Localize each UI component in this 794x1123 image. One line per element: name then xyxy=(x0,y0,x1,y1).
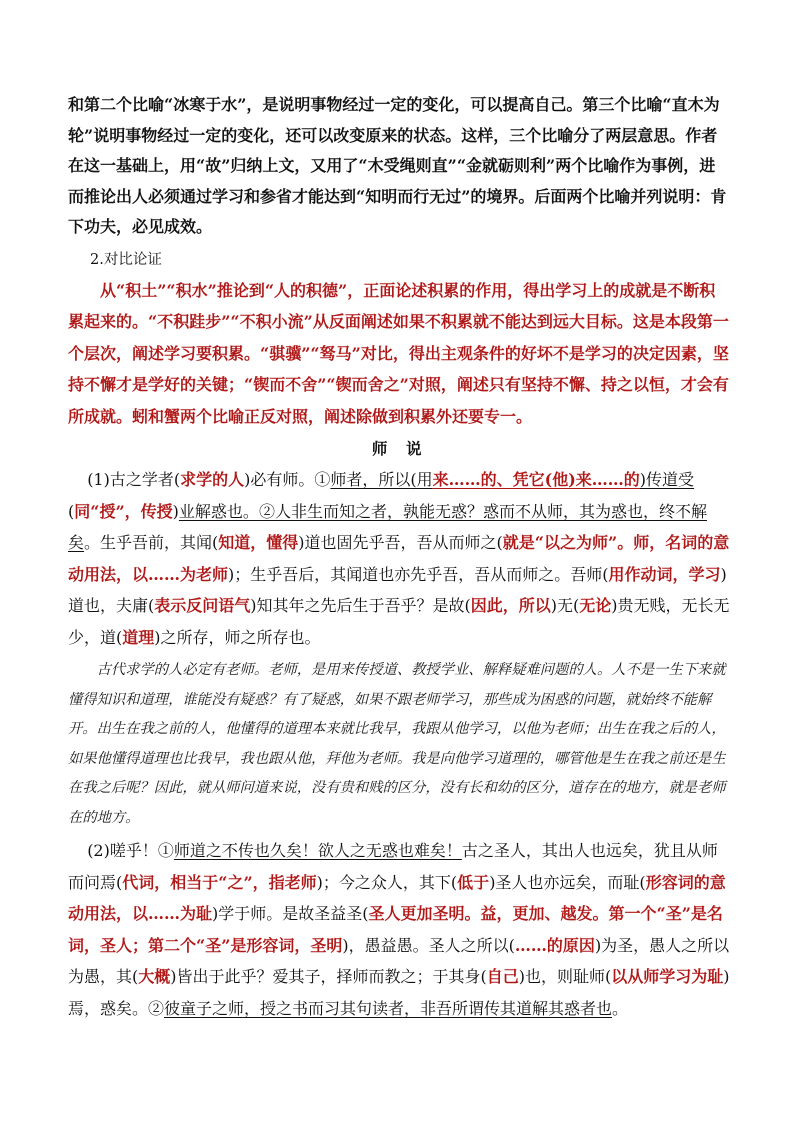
text-run: )必有师。① xyxy=(244,470,331,489)
text-run: )为圣，愚人之所以为愚，其( xyxy=(68,935,730,986)
text-run: )知其年之先后生于吾乎？是故( xyxy=(250,596,471,615)
underlined-sentence: 彼童子之师，授之书而习其句读者，非吾所谓传其道解其惑者也 xyxy=(164,998,613,1018)
annotation: 低于 xyxy=(457,872,490,892)
text-run: )道也，夫庸( xyxy=(68,564,727,615)
text-run: (2)嗟乎！① xyxy=(87,841,174,860)
annotation: 以从师学习为耻 xyxy=(611,967,724,986)
text-run: )；今之众人，其下( xyxy=(316,872,458,892)
annotation: 表示反问语气 xyxy=(154,596,251,615)
annotation: ……的原因 xyxy=(514,935,595,955)
annotation: 求学的人 xyxy=(180,470,245,489)
contrast-argument-paragraph: 从“积土”“积水”推论到“人的积德”，正面论述积累的作用，得出学习上的成就是不断积累起来的。“不积跬步”“不积小流”从反面阐述如果不积累就不能达到远大目标。这是本段第一个层次，阐述学习要积累。“骐骥”“驽马”对比，得出主观条件的好坏不是学习的决定因素，坚持不懈才是学好的关键；“锲而不舍”“锲而舍之”对照，阐述只有坚持不懈、持之以恒，才会有所成就。蚓和蟹两个比喻正反对照，阐述除做到积累外还要专一。 xyxy=(68,280,729,426)
underlined-sentence: 传道受 xyxy=(646,470,695,489)
text-run: 。 xyxy=(612,998,629,1018)
annotation: 圣人更加圣明。益，更加、越发。第一个“圣”是名词，圣人；第二个“圣”是形容词，圣明 xyxy=(68,904,723,955)
text-run: ( xyxy=(68,501,75,521)
underlined-sentence: (用 xyxy=(410,470,433,489)
annotation: 代词，相当于“之”，指老师 xyxy=(122,872,317,892)
text-title: 师说 xyxy=(371,439,441,458)
text-run: )之所存，师之所存也。 xyxy=(154,627,321,647)
text-run: )无( xyxy=(550,596,580,615)
annotation: 大概 xyxy=(138,967,171,986)
passage-paragraph-1 xyxy=(68,464,730,653)
text-run: ) xyxy=(172,501,179,521)
text-run: 。生乎吾前，其闻( xyxy=(84,533,219,552)
underlined-sentence: ②人非生而知之者，孰能无惑？惑而不从师，其为惑也，终不解矣 xyxy=(68,501,707,552)
text-run: )；生乎吾后，其闻道也亦先乎吾，吾从而师之。吾师( xyxy=(228,564,609,584)
annotation: 用作动词，学习 xyxy=(608,564,721,584)
annotation: 来……的、凭它(他)来……的 xyxy=(432,470,640,489)
annotation: 道理 xyxy=(122,627,155,647)
document-page xyxy=(68,90,730,1024)
text-run: )学于师。是故圣益圣( xyxy=(212,904,369,923)
underlined-sentence: 师者，所以 xyxy=(330,470,411,489)
text-run: 古之圣人，其出人也远矣，犹且从师而问焉( xyxy=(68,841,718,892)
annotation: 自己 xyxy=(486,967,519,986)
text-run: )焉，惑矣。② xyxy=(68,967,730,1018)
annotation: 同“授”，传授 xyxy=(74,501,173,521)
annotation: 无论 xyxy=(579,596,612,615)
annotation: 知道，懂得 xyxy=(218,533,299,552)
annotation: 就是“以之为师”。师，名词的意动用法，以……为老师 xyxy=(68,533,730,584)
text-run: )也，则耻师( xyxy=(518,967,612,986)
text-run: )圣人也亦远矣，而耻( xyxy=(489,872,646,892)
text-run: )道也固先乎吾，吾从而师之( xyxy=(298,533,503,552)
text-run: )，愚益愚。圣人之所以( xyxy=(342,935,515,955)
underlined-sentence: ) xyxy=(639,470,647,489)
translation-paragraph-1: 古代求学的人必定有老师。老师，是用来传授道、教授学业、解释疑难问题的人。人不是一生下来就懂得知识和道理，谁能没有疑惑？有了疑惑，如果不跟老师学习，那些成为困惑的问题，就始终不能解开。出生在我之前的人，他懂得的道理本来就比我早，我跟从他学习，以他为老师；出生在我之后的人，如果他懂得道理也比我早，我也跟从他，拜他为老师。我是向他学习道理的，哪管他是生在我之前还是生在我之后呢？因此，就从师问道来说，没有贵和贱的区分，没有长和幼的区分，道存在的地方，就是老师在的地方。 xyxy=(68,662,726,826)
passage-paragraph-2 xyxy=(68,835,730,1024)
text-run: (1)古之学者( xyxy=(87,470,181,489)
underlined-sentence: 业解惑也。 xyxy=(178,501,259,521)
text-run: )贵无贱，无长无少，道( xyxy=(68,596,730,647)
annotation: 因此，所以 xyxy=(470,596,551,615)
section-heading-contrast-argument: 2.对比论证 xyxy=(90,251,162,268)
underlined-sentence: 师道之不传也久矣！欲人之无惑也难矣！ xyxy=(173,841,462,860)
intro-paragraph: 和第二个比喻“冰寒于水”，是说明事物经过一定的变化，可以提高自己。第三个比喻“直木为轮”说明事物经过一定的变化，还可以改变原来的状态。这样，三个比喻分了两层意思。作者在这一基础上，用“故”归纳上文，又用了“木受绳则直”“金就砺则利”两个比喻作为事例，进而推论出人必须通过学习和参省才能达到“知明而行无过”的境界。后面两个比喻并列说明：肯下功夫，必见成效。 xyxy=(68,95,727,236)
text-run: )皆出于此乎？爱其子，择师而教之；于其身( xyxy=(170,967,487,986)
annotation: 形容词的意动用法，以……为耻 xyxy=(68,872,726,923)
